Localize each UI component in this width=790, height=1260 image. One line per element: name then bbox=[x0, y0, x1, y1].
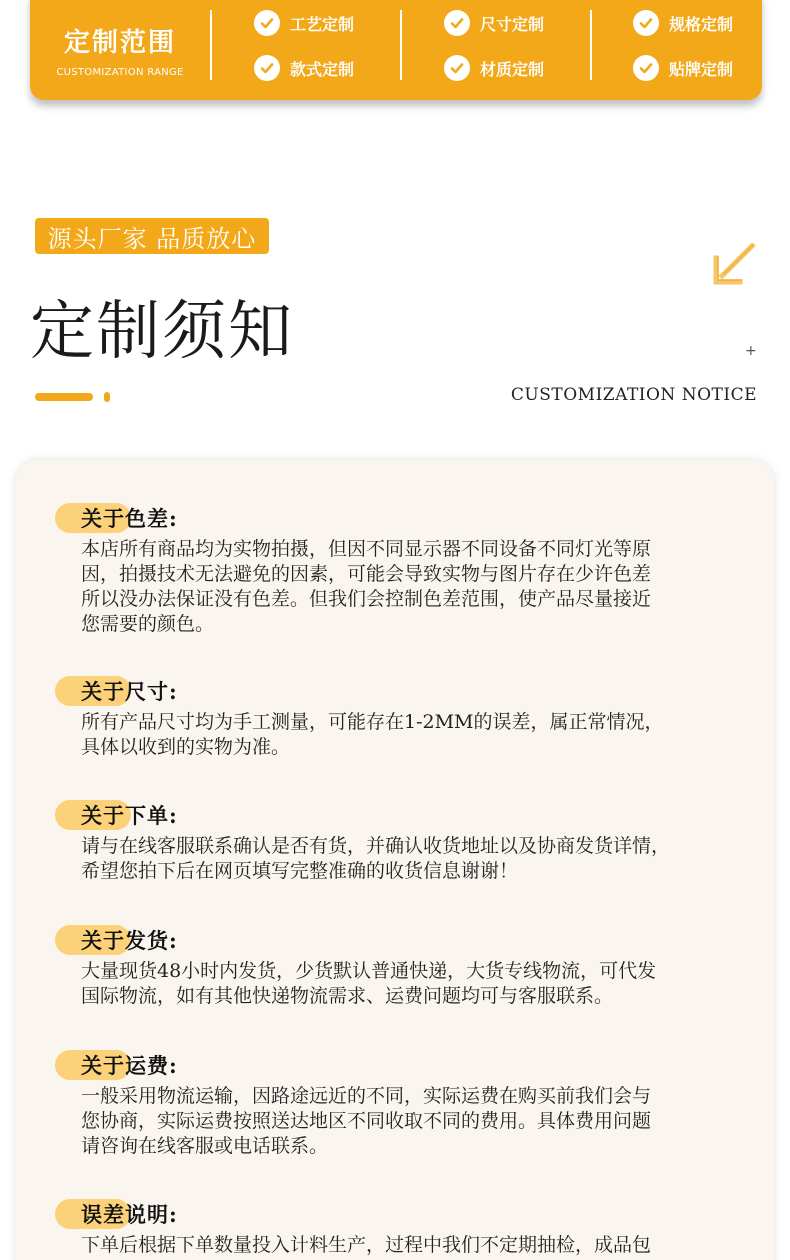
banner-subtitle: CUSTOMIZATION RANGE bbox=[56, 67, 184, 78]
section-heading: 关于尺寸: bbox=[81, 679, 178, 704]
section-heading: 关于发货: bbox=[81, 928, 178, 953]
notice-section-size bbox=[55, 676, 745, 760]
feature-label: 贴牌定制 bbox=[669, 59, 734, 79]
body-line: 您需要的颜色。 bbox=[81, 613, 215, 635]
check-icon bbox=[444, 55, 470, 81]
check-icon bbox=[254, 55, 280, 81]
check-icon bbox=[633, 10, 659, 36]
section-body bbox=[81, 834, 745, 884]
body-line: 本店所有商品均为实物拍摄，但因不同显示器不同设备不同灯光等原 bbox=[81, 538, 652, 560]
banner-title: 定制范围 bbox=[63, 28, 176, 58]
feature-label: 尺寸定制 bbox=[480, 14, 545, 34]
decorative-dot bbox=[104, 392, 110, 402]
check-icon bbox=[633, 55, 659, 81]
notice-section-color bbox=[55, 503, 745, 637]
banner-divider bbox=[400, 10, 402, 80]
body-line: 希望您拍下后在网页填写完整准确的收货信息谢谢！ bbox=[81, 860, 519, 882]
feature-item bbox=[444, 10, 544, 36]
body-line: 一般采用物流运输，因路途远近的不同，实际运费在购买前我们会与 bbox=[81, 1085, 652, 1107]
arrow-down-left-icon bbox=[710, 240, 758, 288]
body-line: 请与在线客服联系确认是否有货，并确认收货地址以及协商发货详情， bbox=[81, 835, 671, 857]
section-body bbox=[81, 1233, 745, 1258]
decorative-bar bbox=[35, 393, 93, 401]
feature-label: 材质定制 bbox=[480, 59, 545, 79]
body-line: 国际物流，如有其他快递物流需求、运费问题均可与客服联系。 bbox=[81, 985, 614, 1007]
body-line: 所有产品尺寸均为手工测量，可能存在1-2MM的误差，属正常情况， bbox=[81, 711, 664, 733]
section-heading: 关于运费: bbox=[81, 1053, 178, 1078]
tagline-badge: 源头厂家 品质放心 bbox=[35, 218, 269, 254]
customization-range-banner bbox=[30, 0, 762, 100]
body-line: 下单后根据下单数量投入计料生产，过程中我们不定期抽检，成品包 bbox=[81, 1234, 652, 1256]
feature-item bbox=[633, 55, 733, 81]
plus-icon: + bbox=[745, 343, 757, 359]
feature-item bbox=[254, 10, 354, 36]
banner-title-block bbox=[30, 0, 210, 100]
notice-section-shipping bbox=[55, 925, 745, 1009]
section-body bbox=[81, 959, 745, 1009]
page-title: 定制须知 bbox=[30, 295, 294, 369]
english-subtitle: CUSTOMIZATION NOTICE bbox=[510, 385, 757, 405]
feature-label: 款式定制 bbox=[290, 59, 355, 79]
section-body bbox=[81, 537, 745, 637]
body-line: 所以没办法保证没有色差。但我们会控制色差范围，使产品尽量接近 bbox=[81, 588, 652, 610]
body-line: 您协商，实际运费按照送达地区不同收取不同的费用。具体费用问题 bbox=[81, 1110, 652, 1132]
feature-item bbox=[444, 55, 544, 81]
notice-section-error bbox=[55, 1199, 745, 1258]
body-line: 大量现货48小时内发货，少货默认普通快递，大货专线物流，可代发 bbox=[81, 960, 657, 982]
notice-section-order bbox=[55, 800, 745, 884]
section-body bbox=[81, 1084, 745, 1159]
body-line: 请咨询在线客服或电话联系。 bbox=[81, 1135, 329, 1157]
check-icon bbox=[444, 10, 470, 36]
section-body bbox=[81, 710, 745, 760]
section-heading: 关于下单: bbox=[81, 803, 178, 828]
notice-section-freight bbox=[55, 1050, 745, 1159]
body-line: 具体以收到的实物为准。 bbox=[81, 736, 291, 758]
feature-item bbox=[254, 55, 354, 81]
section-heading: 误差说明: bbox=[81, 1202, 178, 1227]
banner-divider bbox=[210, 10, 212, 80]
feature-item bbox=[633, 10, 733, 36]
feature-label: 规格定制 bbox=[669, 14, 734, 34]
banner-divider bbox=[590, 10, 592, 80]
feature-label: 工艺定制 bbox=[290, 14, 355, 34]
check-icon bbox=[254, 10, 280, 36]
section-heading: 关于色差: bbox=[81, 506, 178, 531]
body-line: 因，拍摄技术无法避免的因素，可能会导致实物与图片存在少许色差 bbox=[81, 563, 652, 585]
